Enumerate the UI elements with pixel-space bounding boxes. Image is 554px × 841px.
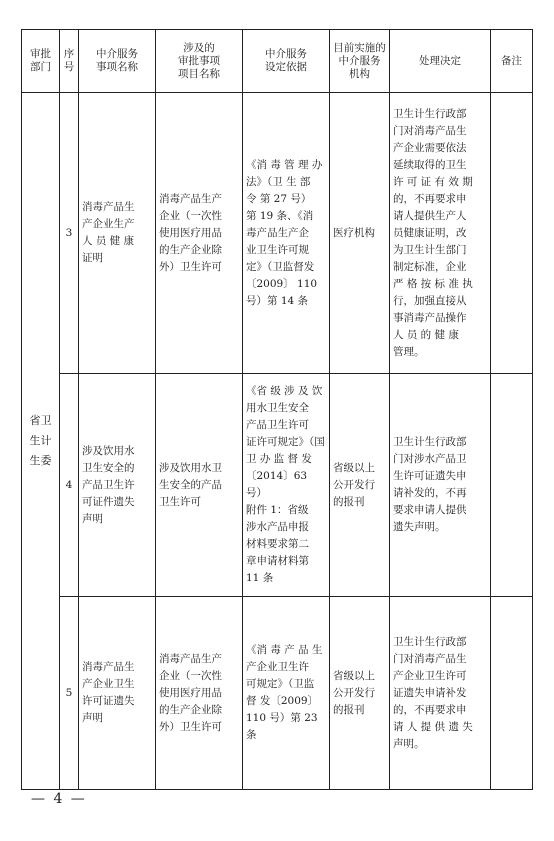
header-dept: 审批 部门 xyxy=(22,30,60,93)
provider-cell: 省级以上 公开发行 的报刊 xyxy=(330,374,390,597)
department-cell: 省卫 生计 生委 xyxy=(22,93,60,790)
decision-cell: 卫生计生行政部 门对消毒产品生 产企业需要依法 延续取得的卫生 许 可 证 有 效 期 的，不再要求申 请人提供生产人 员健康证明，改 为卫生计生部门 制定标准，企业 严 格 按 标 准 执 行，加强直接从 事消毒产品操作 人 员 的 健 康 管理。 xyxy=(390,93,491,374)
header-basis: 中介服务 设定依据 xyxy=(243,30,330,93)
seq-cell: 4 xyxy=(60,374,79,597)
basis-cell: 《消 毒 产 品 生 产企业卫生许 可规定》（卫监 督 发〔2009〕 110 号）第 23 条 xyxy=(243,597,330,790)
table-row xyxy=(22,93,533,374)
seq-cell: 5 xyxy=(60,597,79,790)
basis-cell: 《省 级 涉 及 饮 用水卫生安全 产品卫生许可 证许可规定》（国 卫 办 监 督 发 〔2014〕63 号） 附件 1：省级 涉水产品申报 材料要求第二 章申请材料第 11 条 xyxy=(243,374,330,597)
service-name-cell: 消毒产品生 产企业卫生 许可证遗失 声明 xyxy=(79,597,156,790)
header-service-name: 中介服务 事项名称 xyxy=(79,30,156,93)
header-decision: 处理决定 xyxy=(390,30,491,93)
decision-cell: 卫生计生行政部 门对消毒产品生 产企业卫生许可 证遗失申请补发 的，不再要求申 请 人 提 供 遗 失 声明。 xyxy=(390,597,491,790)
provider-cell: 省级以上 公开发行 的报刊 xyxy=(330,597,390,790)
intermediary-services-table xyxy=(21,29,533,790)
remarks-cell xyxy=(491,374,533,597)
header-provider: 目前实施的 中介服务 机构 xyxy=(330,30,390,93)
header-remarks: 备注 xyxy=(491,30,533,93)
seq-cell: 3 xyxy=(60,93,79,374)
service-name-cell: 涉及饮用水 卫生安全的 产品卫生许 可证件遗失 声明 xyxy=(79,374,156,597)
header-approval-item: 涉及的 审批事项 项目名称 xyxy=(156,30,243,93)
approval-item-cell: 消毒产品生产 企业（一次性 使用医疗用品 的生产企业除 外）卫生许可 xyxy=(156,93,243,374)
page-number: — 4 — xyxy=(31,791,87,807)
remarks-cell xyxy=(491,93,533,374)
decision-cell: 卫生计生行政部 门对涉水产品卫 生许可证遗失申 请补发的，不再 要求申请人提供 遗失声明。 xyxy=(390,374,491,597)
table-row xyxy=(22,374,533,597)
approval-item-cell: 涉及饮用水卫 生安全的产品 卫生许可 xyxy=(156,374,243,597)
provider-cell: 医疗机构 xyxy=(330,93,390,374)
basis-cell: 《消 毒 管 理 办 法》（卫 生 部 令 第 27 号） 第 19 条、《消 毒产品生产企 业卫生许可规 定》（卫监督发 〔2009〕 110 号）第 14 条 xyxy=(243,93,330,374)
table-header-row xyxy=(22,30,533,93)
service-name-cell: 消毒产品生 产企业生产 人 员 健 康 证明 xyxy=(79,93,156,374)
table-row xyxy=(22,597,533,790)
remarks-cell xyxy=(491,597,533,790)
approval-item-cell: 消毒产品生产 企业（一次性 使用医疗用品 的生产企业除 外）卫生许可 xyxy=(156,597,243,790)
header-seq: 序 号 xyxy=(60,30,79,93)
